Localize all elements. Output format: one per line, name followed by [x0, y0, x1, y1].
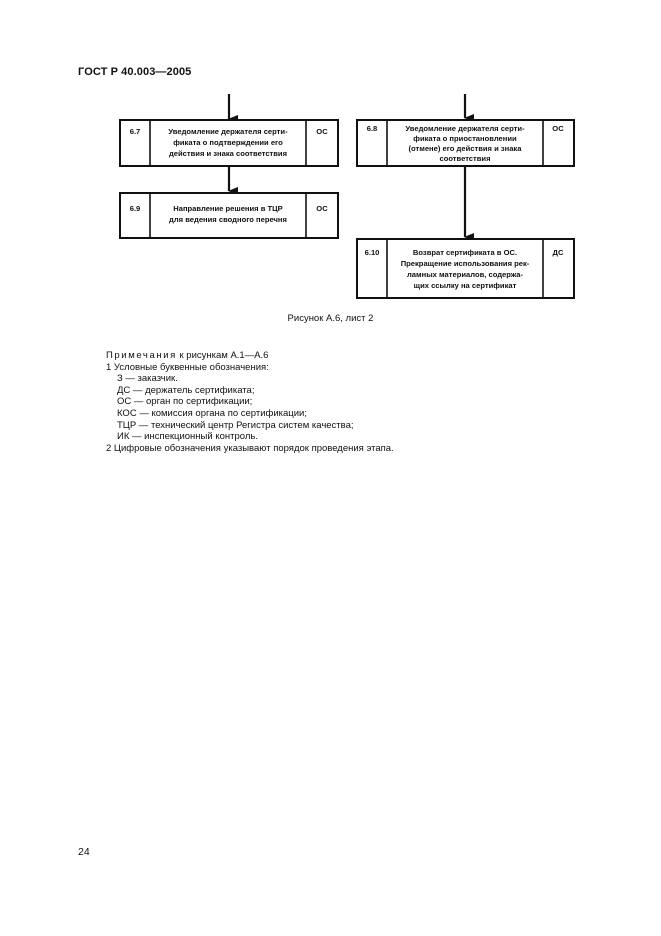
abbrev-item: ОС — орган по сертификации;: [117, 396, 253, 408]
abbrev-item: ТЦР — технический центр Регистра систем качества;: [117, 419, 354, 431]
box-6-7: [120, 120, 338, 166]
box-6-9: [120, 193, 338, 238]
notes-section: [106, 350, 394, 454]
flowchart: [0, 0, 661, 310]
box-org: ОС: [552, 124, 564, 133]
box-org: ОС: [316, 204, 328, 213]
note-item-1: 1 Условные буквенные обозначения:: [106, 361, 269, 373]
page-number: 24: [78, 846, 90, 858]
box-text-line: для ведения сводного перечня: [169, 215, 287, 224]
box-6-8: [357, 120, 574, 166]
box-text-line: фиката о подтверждении его: [173, 138, 283, 147]
box-text-line: действия и знака соответствия: [168, 149, 288, 158]
box-number: 6.10: [364, 248, 380, 257]
abbrev-item: ИК — инспекционный контроль.: [117, 431, 258, 443]
box-text-line: Уведомление держателя серти-: [168, 127, 288, 136]
box-text-line: щих ссылку на сертификат: [413, 281, 517, 290]
note-item-2: 2 Цифровые обозначения указывают порядок проведения этапа.: [106, 442, 394, 454]
box-number: 6.7: [129, 127, 141, 136]
box-text-line: Возврат сертификата в ОС.: [412, 248, 518, 257]
abbrev-item: З — заказчик.: [117, 373, 178, 385]
box-text-line: ламных материалов, содержа-: [406, 270, 524, 279]
box-text-line: (отмене) его действия и знака: [408, 144, 522, 153]
notes-title-rest: к рисункам А.1—А.6: [176, 350, 269, 361]
box-text-line: фиката о приостановлении: [413, 134, 517, 143]
notes-title: [106, 350, 394, 362]
notes-title-label: Примечания: [106, 350, 177, 361]
box-number: 6.8: [366, 124, 378, 133]
abbrev-item: КОС — комиссия органа по сертификации;: [117, 407, 308, 419]
box-6-10: [357, 239, 574, 298]
box-org: ДС: [552, 248, 564, 257]
box-number: 6.9: [129, 204, 141, 213]
box-text-line: Направление решения в ТЦР: [173, 204, 283, 213]
box-text-line: Уведомление держателя серти-: [405, 124, 525, 133]
abbrev-item: ДС — держатель сертификата;: [117, 384, 255, 396]
figure-caption: Рисунок А.6, лист 2: [287, 313, 374, 324]
box-org: ОС: [316, 127, 328, 136]
document-header: ГОСТ Р 40.003—2005: [78, 66, 192, 78]
box-text-line: Прекращение использования рек-: [400, 259, 530, 268]
box-text-line: соответствия: [439, 154, 491, 163]
